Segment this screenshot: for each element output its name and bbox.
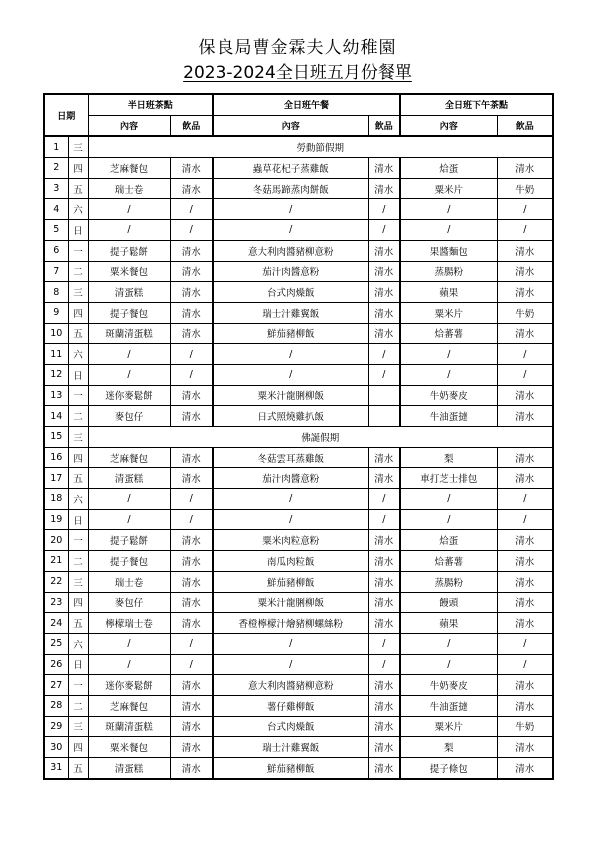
pm-snack-cell: 梨 xyxy=(400,447,497,468)
lunch-drink-cell: / xyxy=(368,364,400,385)
pm-snack-cell: 烚蛋 xyxy=(400,530,497,551)
weekday: 五 xyxy=(68,178,88,199)
half-day-drink-cell: 清水 xyxy=(170,530,213,551)
pm-drink-cell: / xyxy=(497,654,553,675)
weekday: 三 xyxy=(68,427,88,448)
lunch-cell: 鮮茄豬柳飯 xyxy=(213,571,368,592)
half-day-drink-cell: 清水 xyxy=(170,675,213,696)
table-row xyxy=(44,136,553,157)
lunch-cell: / xyxy=(213,364,368,385)
half-day-snack-cell: 提子餐包 xyxy=(88,302,170,323)
lunch-cell: / xyxy=(213,509,368,530)
lunch-cell: 台式肉燥飯 xyxy=(213,282,368,303)
menu-body xyxy=(44,136,553,778)
lunch-drink-cell: 清水 xyxy=(368,447,400,468)
pm-snack-cell: 牛油蛋撻 xyxy=(400,695,497,716)
lunch-cell: / xyxy=(213,633,368,654)
lunch-drink-cell: 清水 xyxy=(368,240,400,261)
lunch-cell: 香橙檸檬汁燴豬柳螺絲粉 xyxy=(213,613,368,634)
lunch-drink-cell: / xyxy=(368,220,400,241)
weekday: 五 xyxy=(68,323,88,344)
weekday: 一 xyxy=(68,675,88,696)
weekday: 二 xyxy=(68,551,88,572)
half-day-drink-cell: 清水 xyxy=(170,385,213,406)
table-row xyxy=(44,468,553,489)
pm-snack-cell: 烚蕃薯 xyxy=(400,323,497,344)
pm-drink-cell: 清水 xyxy=(497,737,553,758)
table-row xyxy=(44,447,553,468)
lunch-drink-cell: 清水 xyxy=(368,613,400,634)
weekday: 三 xyxy=(68,136,88,157)
lunch-cell: 瑞士汁雞翼飯 xyxy=(213,737,368,758)
lunch-drink-cell: 清水 xyxy=(368,737,400,758)
table-row xyxy=(44,240,553,261)
table-row xyxy=(44,282,553,303)
day-number: 31 xyxy=(44,758,68,779)
pm-drink-cell: 清水 xyxy=(497,613,553,634)
lunch-drink-cell: 清水 xyxy=(368,530,400,551)
half-day-drink-cell: / xyxy=(170,364,213,385)
day-number: 2 xyxy=(44,158,68,179)
lunch-drink-cell: 清水 xyxy=(368,282,400,303)
half-day-snack-cell: 檸檬瑞士卷 xyxy=(88,613,170,634)
lunch-cell: 瑞士汁雞翼飯 xyxy=(213,302,368,323)
full-day-pm-snack-header: 全日班下午茶點 xyxy=(400,94,553,115)
table-row xyxy=(44,530,553,551)
lunch-cell: 鮮茄豬柳飯 xyxy=(213,323,368,344)
lunch-cell: 冬菇馬蹄蒸肉餅飯 xyxy=(213,178,368,199)
lunch-cell: 南瓜肉粒飯 xyxy=(213,551,368,572)
pm-snack-cell: 粟米片 xyxy=(400,178,497,199)
pm-drink-cell: 清水 xyxy=(497,758,553,779)
half-day-snack-cell: / xyxy=(88,509,170,530)
table-row xyxy=(44,178,553,199)
pm-snack-cell: 梨 xyxy=(400,737,497,758)
weekday: 五 xyxy=(68,613,88,634)
pm-drink-cell: 清水 xyxy=(497,468,553,489)
half-day-snack-cell: / xyxy=(88,220,170,241)
pm-drink-cell: 清水 xyxy=(497,240,553,261)
lunch-cell: 意大利肉醬豬柳意粉 xyxy=(213,675,368,696)
lunch-drink-cell: 清水 xyxy=(368,571,400,592)
weekday: 一 xyxy=(68,530,88,551)
day-number: 18 xyxy=(44,489,68,510)
pm-drink-cell: 清水 xyxy=(497,158,553,179)
half-day-drink-cell: 清水 xyxy=(170,178,213,199)
pm-drink-cell: 牛奶 xyxy=(497,716,553,737)
table-row xyxy=(44,592,553,613)
half-day-drink-cell: 清水 xyxy=(170,737,213,758)
pm-drink-cell: 牛奶 xyxy=(497,302,553,323)
holiday-label: 佛誕假期 xyxy=(88,427,553,448)
day-number: 6 xyxy=(44,240,68,261)
lunch-cell: / xyxy=(213,199,368,220)
content-header: 內容 xyxy=(400,115,497,136)
table-row xyxy=(44,695,553,716)
half-day-snack-cell: 芝麻餐包 xyxy=(88,695,170,716)
half-day-snack-cell: / xyxy=(88,633,170,654)
half-day-snack-cell: / xyxy=(88,344,170,365)
lunch-cell: 台式肉燥飯 xyxy=(213,716,368,737)
table-row xyxy=(44,385,553,406)
table-row xyxy=(44,344,553,365)
table-row xyxy=(44,509,553,530)
day-number: 26 xyxy=(44,654,68,675)
drink-header: 飲品 xyxy=(497,115,553,136)
half-day-snack-cell: 粟米餐包 xyxy=(88,261,170,282)
pm-snack-cell: / xyxy=(400,489,497,510)
table-row xyxy=(44,675,553,696)
pm-snack-cell: 蘋果 xyxy=(400,613,497,634)
day-number: 4 xyxy=(44,199,68,220)
pm-drink-cell: / xyxy=(497,220,553,241)
lunch-drink-cell: 清水 xyxy=(368,323,400,344)
pm-drink-cell: 清水 xyxy=(497,385,553,406)
day-number: 23 xyxy=(44,592,68,613)
weekday: 三 xyxy=(68,571,88,592)
pm-drink-cell: 清水 xyxy=(497,530,553,551)
pm-snack-cell: 牛奶麥皮 xyxy=(400,675,497,696)
pm-drink-cell: / xyxy=(497,199,553,220)
lunch-cell: 鮮茄豬柳飯 xyxy=(213,758,368,779)
lunch-drink-cell xyxy=(368,406,400,427)
day-number: 17 xyxy=(44,468,68,489)
half-day-snack-cell: 提子鬆餅 xyxy=(88,530,170,551)
lunch-cell: / xyxy=(213,654,368,675)
half-day-drink-cell: 清水 xyxy=(170,302,213,323)
table-row xyxy=(44,323,553,344)
table-row xyxy=(44,199,553,220)
half-day-snack-cell: 清蛋糕 xyxy=(88,282,170,303)
lunch-drink-cell: 清水 xyxy=(368,695,400,716)
lunch-drink-cell: / xyxy=(368,489,400,510)
half-day-snack-cell: 斑蘭清蛋糕 xyxy=(88,323,170,344)
half-day-drink-cell: 清水 xyxy=(170,323,213,344)
half-day-snack-cell: 斑蘭清蛋糕 xyxy=(88,716,170,737)
lunch-drink-cell: 清水 xyxy=(368,178,400,199)
half-day-snack-cell: 麥包仔 xyxy=(88,592,170,613)
half-day-snack-cell: 瑞士卷 xyxy=(88,571,170,592)
lunch-drink-cell: / xyxy=(368,199,400,220)
lunch-drink-cell: 清水 xyxy=(368,261,400,282)
weekday: 六 xyxy=(68,489,88,510)
menu-title xyxy=(0,58,595,83)
lunch-cell: 茄汁肉醬意粉 xyxy=(213,261,368,282)
weekday: 四 xyxy=(68,302,88,323)
day-number: 19 xyxy=(44,509,68,530)
lunch-cell: 粟米汁龍脷柳飯 xyxy=(213,385,368,406)
weekday: 四 xyxy=(68,737,88,758)
day-number: 16 xyxy=(44,447,68,468)
half-day-drink-cell: 清水 xyxy=(170,447,213,468)
day-number: 8 xyxy=(44,282,68,303)
day-number: 30 xyxy=(44,737,68,758)
half-day-drink-cell: 清水 xyxy=(170,406,213,427)
table-row xyxy=(44,158,553,179)
lunch-drink-cell: 清水 xyxy=(368,592,400,613)
day-number: 10 xyxy=(44,323,68,344)
pm-drink-cell: 清水 xyxy=(497,695,553,716)
day-number: 21 xyxy=(44,551,68,572)
half-day-drink-cell: 清水 xyxy=(170,261,213,282)
lunch-drink-cell: / xyxy=(368,509,400,530)
pm-drink-cell: 清水 xyxy=(497,282,553,303)
day-number: 9 xyxy=(44,302,68,323)
half-day-drink-cell: 清水 xyxy=(170,716,213,737)
weekday: 日 xyxy=(68,654,88,675)
table-row xyxy=(44,571,553,592)
content-header: 內容 xyxy=(213,115,368,136)
pm-snack-cell: / xyxy=(400,654,497,675)
day-number: 25 xyxy=(44,633,68,654)
menu-title-text: 2023-2024全日班五月份餐單 xyxy=(183,63,412,83)
pm-drink-cell: 清水 xyxy=(497,551,553,572)
lunch-drink-cell: 清水 xyxy=(368,758,400,779)
half-day-drink-cell: 清水 xyxy=(170,695,213,716)
pm-snack-cell: 蒸腸粉 xyxy=(400,261,497,282)
pm-snack-cell: / xyxy=(400,633,497,654)
day-number: 27 xyxy=(44,675,68,696)
pm-drink-cell: / xyxy=(497,489,553,510)
weekday: 五 xyxy=(68,758,88,779)
lunch-cell: 日式照燒雞扒飯 xyxy=(213,406,368,427)
lunch-cell: / xyxy=(213,344,368,365)
pm-drink-cell: / xyxy=(497,344,553,365)
lunch-cell: / xyxy=(213,489,368,510)
half-day-drink-cell: / xyxy=(170,199,213,220)
table-row xyxy=(44,364,553,385)
weekday: 日 xyxy=(68,364,88,385)
day-number: 28 xyxy=(44,695,68,716)
pm-drink-cell: 清水 xyxy=(497,675,553,696)
half-day-snack-cell: / xyxy=(88,364,170,385)
lunch-cell: 粟米肉粒意粉 xyxy=(213,530,368,551)
weekday: 六 xyxy=(68,199,88,220)
weekday: 日 xyxy=(68,220,88,241)
lunch-drink-cell xyxy=(368,385,400,406)
table-row xyxy=(44,220,553,241)
pm-drink-cell: / xyxy=(497,509,553,530)
weekday: 二 xyxy=(68,406,88,427)
half-day-snack-cell: 芝麻餐包 xyxy=(88,158,170,179)
lunch-cell: / xyxy=(213,220,368,241)
half-day-snack-cell: 清蛋糕 xyxy=(88,468,170,489)
half-day-snack-cell: 粟米餐包 xyxy=(88,737,170,758)
day-number: 20 xyxy=(44,530,68,551)
pm-drink-cell: / xyxy=(497,364,553,385)
half-day-snack-cell: 提子鬆餅 xyxy=(88,240,170,261)
day-number: 15 xyxy=(44,427,68,448)
half-day-drink-cell: 清水 xyxy=(170,468,213,489)
weekday: 一 xyxy=(68,240,88,261)
table-row xyxy=(44,758,553,779)
half-day-drink-cell: 清水 xyxy=(170,758,213,779)
pm-snack-cell: 牛奶麥皮 xyxy=(400,385,497,406)
half-day-snack-cell: 提子餐包 xyxy=(88,551,170,572)
half-day-drink-cell: 清水 xyxy=(170,158,213,179)
lunch-drink-cell: / xyxy=(368,344,400,365)
lunch-cell: 意大利肉醬豬柳意粉 xyxy=(213,240,368,261)
half-day-drink-cell: / xyxy=(170,489,213,510)
half-day-drink-cell: 清水 xyxy=(170,551,213,572)
pm-snack-cell: 蒸腸粉 xyxy=(400,571,497,592)
half-day-drink-cell: 清水 xyxy=(170,592,213,613)
pm-snack-cell: 提子條包 xyxy=(400,758,497,779)
date-header: 日期 xyxy=(44,94,88,136)
weekday: 三 xyxy=(68,282,88,303)
table-row xyxy=(44,406,553,427)
half-day-drink-cell: 清水 xyxy=(170,240,213,261)
pm-snack-cell: 粟米片 xyxy=(400,716,497,737)
half-day-snack-header: 半日班茶點 xyxy=(88,94,213,115)
pm-drink-cell: / xyxy=(497,633,553,654)
day-number: 14 xyxy=(44,406,68,427)
half-day-drink-cell: 清水 xyxy=(170,282,213,303)
day-number: 7 xyxy=(44,261,68,282)
drink-header: 飲品 xyxy=(170,115,213,136)
pm-drink-cell: 清水 xyxy=(497,571,553,592)
lunch-cell: 蟲草花杞子蒸雞飯 xyxy=(213,158,368,179)
half-day-snack-cell: / xyxy=(88,199,170,220)
school-name: 保良局曹金霖夫人幼稚園 xyxy=(198,38,397,58)
drink-header: 飲品 xyxy=(368,115,400,136)
weekday: 一 xyxy=(68,385,88,406)
full-day-lunch-header: 全日班午餐 xyxy=(213,94,400,115)
day-number: 11 xyxy=(44,344,68,365)
pm-snack-cell: / xyxy=(400,220,497,241)
half-day-snack-cell: 麥包仔 xyxy=(88,406,170,427)
weekday: 六 xyxy=(68,344,88,365)
lunch-drink-cell: 清水 xyxy=(368,468,400,489)
weekday: 日 xyxy=(68,509,88,530)
half-day-drink-cell: / xyxy=(170,220,213,241)
day-number: 13 xyxy=(44,385,68,406)
weekday: 六 xyxy=(68,633,88,654)
pm-drink-cell: 清水 xyxy=(497,447,553,468)
content-header: 內容 xyxy=(88,115,170,136)
table-row xyxy=(44,551,553,572)
pm-snack-cell: 蘋果 xyxy=(400,282,497,303)
table-row xyxy=(44,654,553,675)
menu-table xyxy=(43,93,554,780)
weekday: 四 xyxy=(68,447,88,468)
half-day-snack-cell: / xyxy=(88,489,170,510)
table-row xyxy=(44,613,553,634)
lunch-drink-cell: 清水 xyxy=(368,716,400,737)
table-row xyxy=(44,489,553,510)
pm-snack-cell: 烚蕃薯 xyxy=(400,551,497,572)
pm-snack-cell: / xyxy=(400,509,497,530)
half-day-snack-cell: 清蛋糕 xyxy=(88,758,170,779)
lunch-cell: 薯仔雞柳飯 xyxy=(213,695,368,716)
pm-snack-cell: 粟米片 xyxy=(400,302,497,323)
half-day-drink-cell: / xyxy=(170,344,213,365)
holiday-label: 勞動節假期 xyxy=(88,136,553,157)
day-number: 1 xyxy=(44,136,68,157)
lunch-drink-cell: 清水 xyxy=(368,551,400,572)
weekday: 二 xyxy=(68,261,88,282)
pm-snack-cell: 饅頭 xyxy=(400,592,497,613)
pm-snack-cell: / xyxy=(400,199,497,220)
pm-snack-cell: / xyxy=(400,364,497,385)
pm-drink-cell: 清水 xyxy=(497,261,553,282)
table-row xyxy=(44,633,553,654)
half-day-snack-cell: 瑞士卷 xyxy=(88,178,170,199)
half-day-snack-cell: 迷你麥鬆餅 xyxy=(88,385,170,406)
pm-snack-cell: 烚蛋 xyxy=(400,158,497,179)
lunch-cell: 茄汁肉醬意粉 xyxy=(213,468,368,489)
pm-drink-cell: 牛奶 xyxy=(497,178,553,199)
lunch-drink-cell: 清水 xyxy=(368,675,400,696)
pm-snack-cell: 果醬麵包 xyxy=(400,240,497,261)
weekday: 二 xyxy=(68,695,88,716)
pm-snack-cell: / xyxy=(400,344,497,365)
weekday: 三 xyxy=(68,716,88,737)
weekday: 四 xyxy=(68,158,88,179)
table-row xyxy=(44,716,553,737)
day-number: 24 xyxy=(44,613,68,634)
day-number: 22 xyxy=(44,571,68,592)
day-number: 5 xyxy=(44,220,68,241)
lunch-drink-cell: / xyxy=(368,654,400,675)
half-day-drink-cell: / xyxy=(170,509,213,530)
lunch-drink-cell: / xyxy=(368,633,400,654)
day-number: 29 xyxy=(44,716,68,737)
table-row xyxy=(44,427,553,448)
lunch-cell: 粟米汁龍脷柳飯 xyxy=(213,592,368,613)
lunch-drink-cell: 清水 xyxy=(368,158,400,179)
lunch-cell: 冬菇雲耳蒸雞飯 xyxy=(213,447,368,468)
pm-snack-cell: 車打芝士排包 xyxy=(400,468,497,489)
weekday: 四 xyxy=(68,592,88,613)
table-row xyxy=(44,737,553,758)
pm-snack-cell: 牛油蛋撻 xyxy=(400,406,497,427)
half-day-snack-cell: 芝麻餐包 xyxy=(88,447,170,468)
pm-drink-cell: 清水 xyxy=(497,406,553,427)
table-row xyxy=(44,261,553,282)
lunch-drink-cell: 清水 xyxy=(368,302,400,323)
half-day-drink-cell: / xyxy=(170,633,213,654)
day-number: 12 xyxy=(44,364,68,385)
pm-drink-cell: 清水 xyxy=(497,323,553,344)
weekday: 五 xyxy=(68,468,88,489)
day-number: 3 xyxy=(44,178,68,199)
half-day-drink-cell: / xyxy=(170,654,213,675)
half-day-snack-cell: / xyxy=(88,654,170,675)
pm-drink-cell: 清水 xyxy=(497,592,553,613)
half-day-drink-cell: 清水 xyxy=(170,613,213,634)
half-day-snack-cell: 迷你麥鬆餅 xyxy=(88,675,170,696)
half-day-drink-cell: 清水 xyxy=(170,571,213,592)
table-row xyxy=(44,302,553,323)
